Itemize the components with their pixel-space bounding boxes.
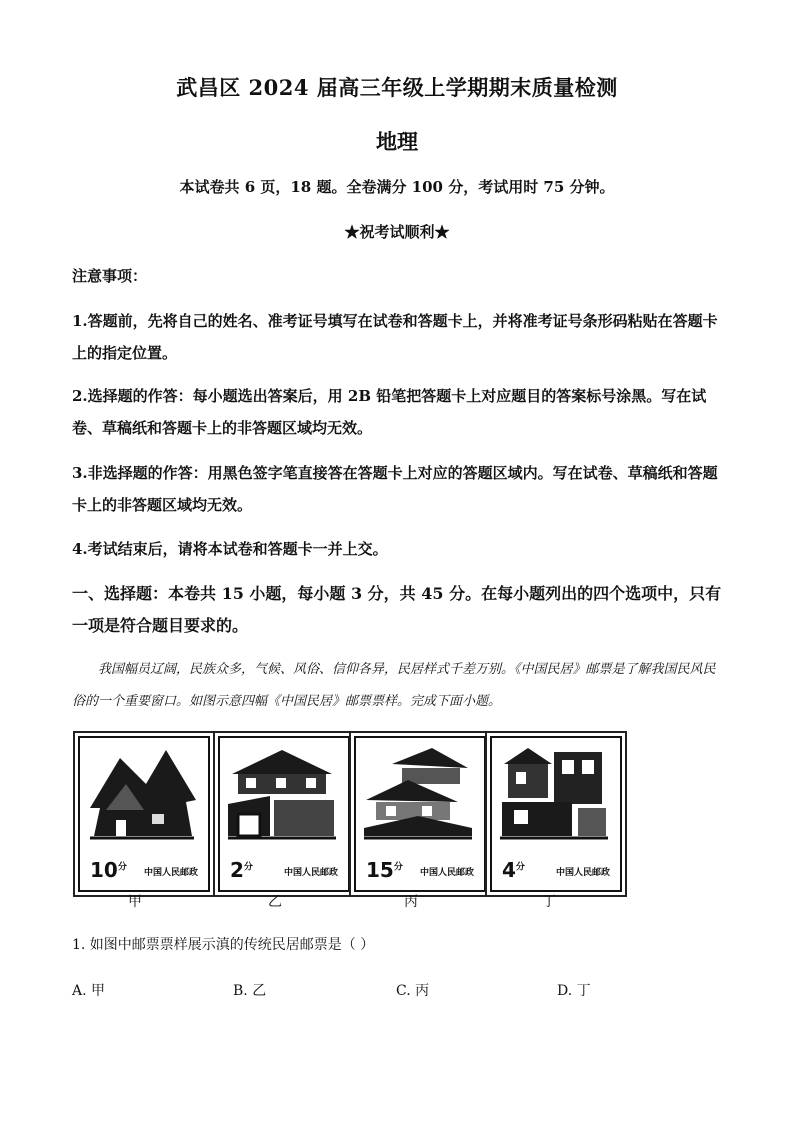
stamp-figure	[76, 736, 616, 894]
subject-title: 地理	[376, 129, 418, 154]
section-heading: 一、选择题：本卷共 15 小题，每小题 3 分，共 45 分。在每小题列出的四个选项中，只有一项是符合题目要求的。	[72, 584, 722, 635]
caption-jia: 甲	[128, 894, 142, 910]
option-b[interactable]: B. 乙	[233, 983, 267, 999]
stamp-yi	[218, 736, 350, 892]
stamp-value: $15^分$	[366, 858, 403, 882]
stamp-bing	[354, 736, 486, 892]
stamp-ding	[490, 736, 622, 892]
option-c[interactable]: C. 丙	[396, 983, 430, 999]
good-luck-line: ★祝考试顺利★	[344, 223, 450, 241]
stamp-value: $10^分$	[90, 858, 127, 882]
stilt-house-illustration	[86, 744, 198, 852]
question-1-text: 1. 如图中邮票票样展示滇的传统民居邮票是（ ）	[72, 937, 375, 953]
caption-ding: 丁	[542, 894, 556, 910]
stamp-post-label: 中国人民邮政	[143, 868, 198, 878]
option-d[interactable]: D. 丁	[557, 983, 591, 999]
notice-heading: 注意事项：	[72, 267, 148, 285]
notice-item-4: 4.考试结束后，请将本试卷和答题卡一并上交。	[72, 540, 388, 558]
stamp-post-label: 中国人民邮政	[555, 868, 610, 878]
stamp-value: $4^分$	[502, 858, 525, 882]
courtyard-house-illustration	[226, 744, 338, 852]
exam-info: 本试卷共 6 页，18 题。全卷满分 100 分，考试用时 75 分钟。	[179, 178, 615, 196]
stamp-post-label: 中国人民邮政	[283, 868, 338, 878]
stamp-captions	[76, 891, 636, 911]
caption-bing: 丙	[404, 894, 418, 910]
notice-item-2: 2.选择题的作答：每小题选出答案后，用 2B 铅笔把答题卡上对应题目的答案标号涂黑。写在试卷、草稿纸和答题卡上的非答题区域均无效。	[72, 387, 707, 437]
tiered-house-illustration	[362, 744, 474, 852]
exam-title: 武昌区 2024 届高三年级上学期期末质量检测	[176, 75, 618, 100]
caption-yi: 乙	[268, 894, 282, 910]
question-intro: 我国幅员辽阔，民族众多，气候、风俗、信仰各异，民居样式千差万别。《中国民居》邮票是了解我国民风民俗的一个重要窗口。如图示意四幅《中国民居》邮票票样。完成下面小题。	[72, 662, 716, 709]
stamp-post-label: 中国人民邮政	[419, 868, 474, 878]
riverside-house-illustration	[498, 744, 610, 852]
notice-item-1: 1.答题前，先将自己的姓名、准考证号填写在试卷和答题卡上，并将准考证号条形码粘贴在答题卡上的指定位置。	[72, 312, 718, 362]
notice-item-3: 3.非选择题的作答：用黑色签字笔直接答在答题卡上对应的答题区域内。写在试卷、草稿纸和答题卡上的非答题区域均无效。	[72, 464, 718, 514]
stamp-value: $2^分$	[230, 858, 253, 882]
option-a[interactable]: A. 甲	[72, 983, 106, 999]
stamp-jia	[78, 736, 210, 892]
